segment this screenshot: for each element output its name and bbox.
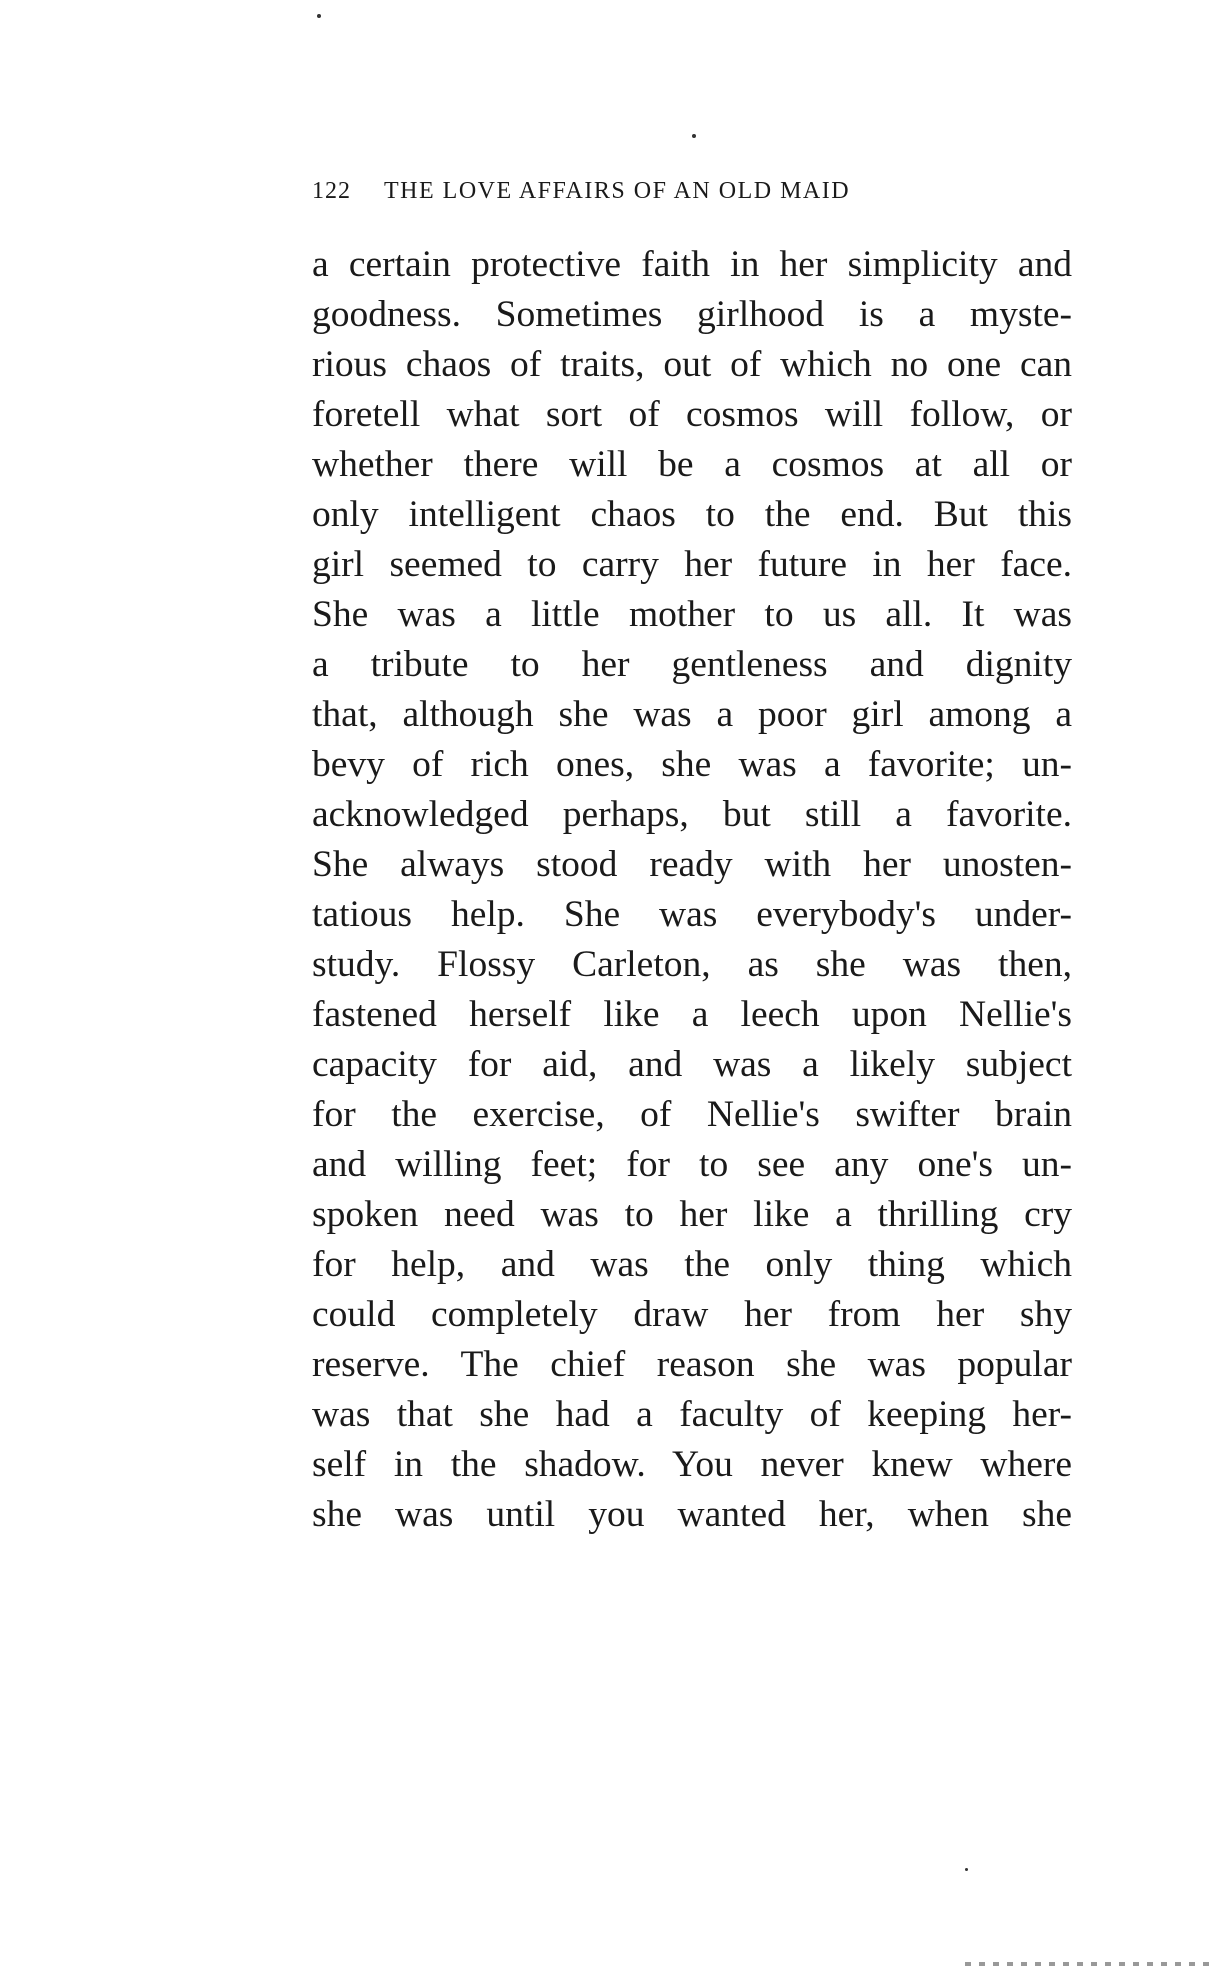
ink-speck [692, 134, 696, 138]
ink-speck [317, 14, 321, 18]
text-line: for help, and was the only thing which [312, 1244, 1072, 1285]
text-line: that, although she was a poor girl among a [312, 694, 1072, 735]
text-line: she was until you wanted her, when she [312, 1494, 1072, 1535]
page-number: 122 [312, 178, 351, 204]
ink-speck [965, 1868, 968, 1871]
running-header [312, 178, 1072, 205]
text-line: girl seemed to carry her future in her face. [312, 544, 1072, 585]
text-line: study. Flossy Carleton, as she was then, [312, 944, 1072, 985]
text-line: a certain protective faith in her simplicity and [312, 244, 1072, 285]
text-line: acknowledged perhaps, but still a favorite. [312, 794, 1072, 835]
text-line: capacity for aid, and was a likely subject [312, 1044, 1072, 1085]
text-line: a tribute to her gentleness and dignity [312, 644, 1072, 685]
scan-edge-noise [965, 1962, 1215, 1966]
body-text [312, 240, 1072, 1540]
text-line: fastened herself like a leech upon Nellie's [312, 994, 1072, 1035]
text-line: whether there will be a cosmos at all or [312, 444, 1072, 485]
text-line: reserve. The chief reason she was popular [312, 1344, 1072, 1385]
text-line: could completely draw her from her shy [312, 1294, 1072, 1335]
text-line: was that she had a faculty of keeping her- [312, 1394, 1072, 1435]
text-line: rious chaos of traits, out of which no one can [312, 344, 1072, 385]
text-line: spoken need was to her like a thrilling cry [312, 1194, 1072, 1235]
text-line: goodness. Sometimes girlhood is a myste- [312, 294, 1072, 335]
text-line: foretell what sort of cosmos will follow, or [312, 394, 1072, 435]
text-line: She was a little mother to us all. It was [312, 594, 1072, 635]
running-title: THE LOVE AFFAIRS OF AN OLD MAID [384, 178, 851, 204]
text-line: bevy of rich ones, she was a favorite; un- [312, 744, 1072, 785]
text-line: and willing feet; for to see any one's un- [312, 1144, 1072, 1185]
text-line: self in the shadow. You never knew where [312, 1444, 1072, 1485]
text-line: for the exercise, of Nellie's swifter brain [312, 1094, 1072, 1135]
text-line: She always stood ready with her unosten- [312, 844, 1072, 885]
text-line: only intelligent chaos to the end. But this [312, 494, 1072, 535]
text-line: tatious help. She was everybody's under- [312, 894, 1072, 935]
